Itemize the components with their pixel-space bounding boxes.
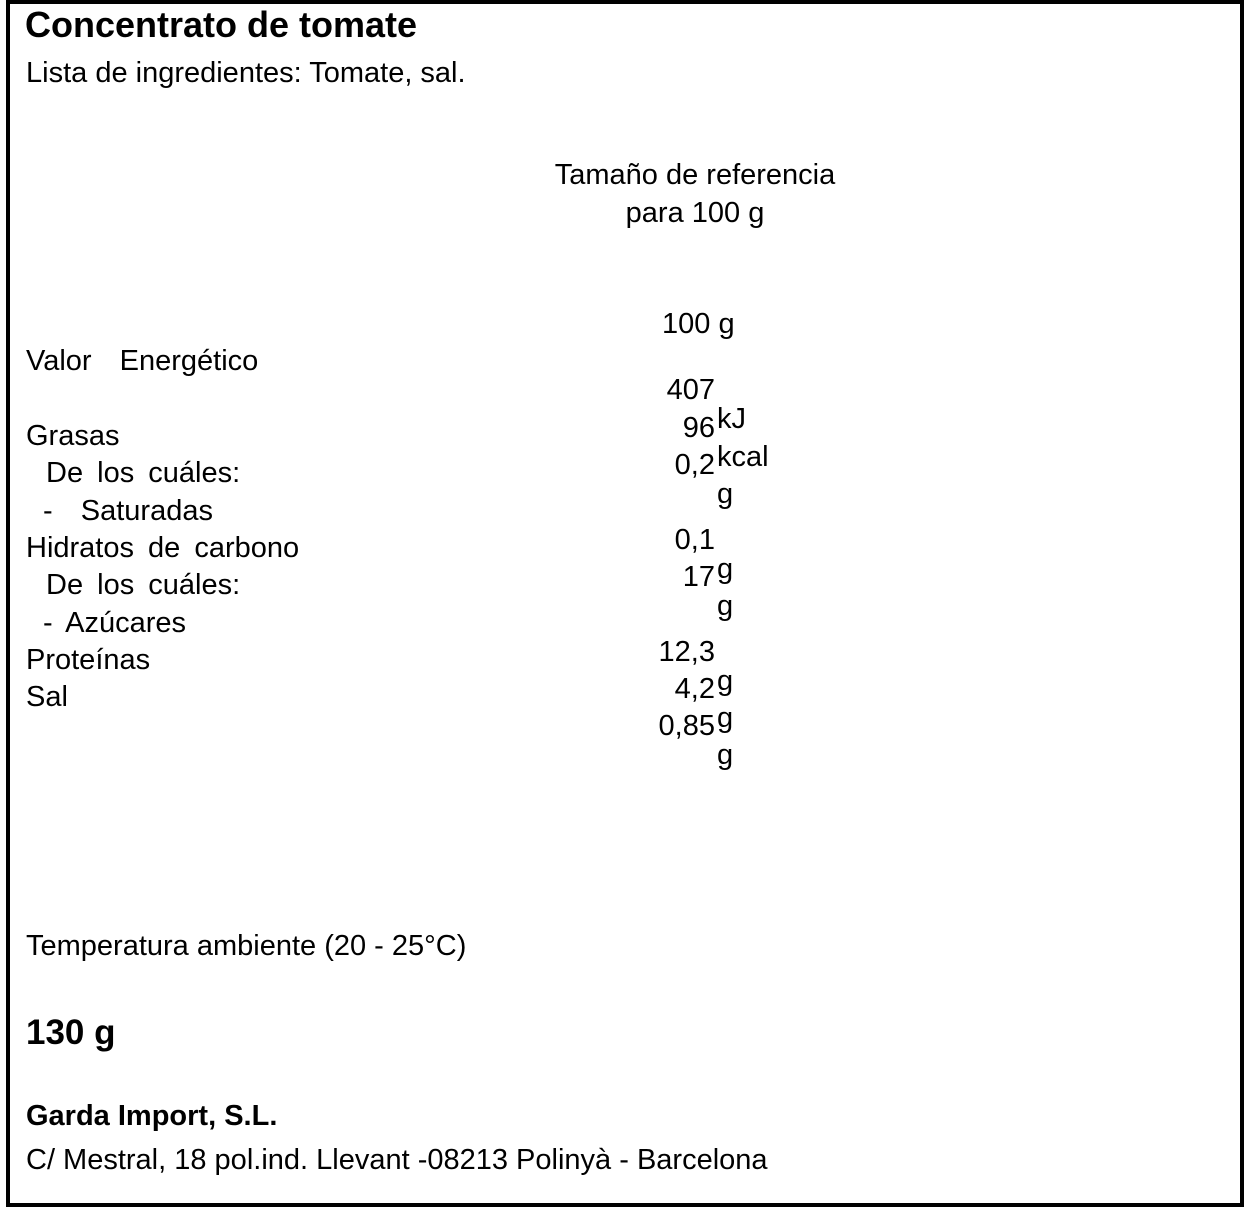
nutrient-label-fat: Grasas <box>26 420 120 452</box>
nutrient-amount: 407 <box>666 374 715 406</box>
company-address: C/ Mestral, 18 pol.ind. Llevant -08213 Polinyà - Barcelona <box>26 1144 768 1176</box>
reference-size-line2: para 100 g <box>625 197 765 229</box>
product-title: Concentrato de tomate <box>25 4 418 45</box>
nutrient-label-saturated: - Saturadas <box>43 495 213 527</box>
nutrient-unit: g <box>717 553 734 585</box>
nutrient-unit: g <box>717 665 734 697</box>
nutrient-amount: 4,2 <box>674 673 715 705</box>
reference-size-line1: Tamaño de referencia <box>554 159 836 191</box>
nutrient-label-of-which: De los cuáles: <box>46 569 241 601</box>
nutrient-amount: 17 <box>682 561 715 593</box>
nutrient-amount: 0,85 <box>658 710 715 742</box>
nutrient-unit: g <box>717 702 734 734</box>
nutrient-amount: 96 <box>682 412 715 444</box>
nutrient-label-carbohydrates: Hidratos de carbono <box>26 532 300 564</box>
nutrient-label-energy: Valor Energético <box>26 345 259 377</box>
nutrient-unit: kcal <box>717 441 769 473</box>
nutrient-label-of-which: De los cuáles: <box>46 457 241 489</box>
nutrient-amount: 12,3 <box>658 636 715 668</box>
storage-conditions: Temperatura ambiente (20 - 25°C) <box>26 930 467 962</box>
ingredients-list: Lista de ingredientes: Tomate, sal. <box>26 57 466 89</box>
nutrient-unit: g <box>717 590 734 622</box>
net-weight: 130 g <box>26 1013 116 1052</box>
nutrient-amount: 0,2 <box>674 449 715 481</box>
nutrient-unit: g <box>717 739 734 771</box>
nutrient-unit: kJ <box>717 403 746 435</box>
nutrient-label-sugars: - Azúcares <box>43 607 186 639</box>
nutrient-label-protein: Proteínas <box>26 644 151 676</box>
nutrient-unit: g <box>717 478 734 510</box>
nutrition-column-header: 100 g <box>662 308 735 340</box>
nutrient-amount: 0,1 <box>674 524 715 556</box>
company-name: Garda Import, S.L. <box>26 1100 278 1132</box>
nutrient-label-salt: Sal <box>26 681 68 713</box>
